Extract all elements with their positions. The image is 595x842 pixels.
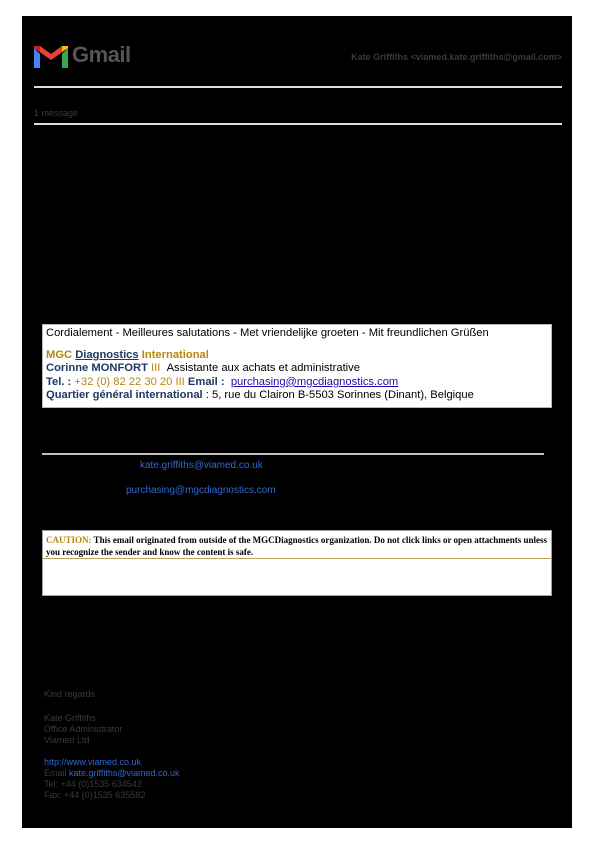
footer-email-line bbox=[44, 768, 180, 779]
company-part-mgc: MGC bbox=[46, 348, 73, 361]
footer-title: Office Administrator bbox=[44, 724, 123, 734]
contact-line bbox=[46, 376, 548, 390]
caution-label: CAUTION: bbox=[46, 535, 92, 545]
tel-label: Tel. : bbox=[46, 375, 72, 388]
signature-name-line bbox=[46, 362, 548, 376]
subject-divider bbox=[34, 123, 562, 125]
signature-block bbox=[42, 324, 552, 408]
footer-fax: Fax: +44 (0)1535 635582 bbox=[44, 790, 146, 800]
contact-name: Corinne MONFORT bbox=[46, 362, 148, 375]
contact-role: Assistante aux achats et administrative bbox=[166, 362, 360, 375]
email-page bbox=[22, 16, 572, 828]
footer-email-link[interactable]: kate.griffiths@viamed.co.uk bbox=[69, 768, 180, 778]
tel-value: +32 (0) 82 22 30 20 bbox=[74, 375, 173, 388]
caution-message bbox=[43, 531, 551, 559]
caution-text: This email originated from outside of the MGCDiagnostics organization. Do not click links or open attachments unless you recognize the sender and know the content is safe. bbox=[46, 535, 548, 557]
footer-email-label: Email bbox=[44, 768, 67, 778]
footer-website-link[interactable]: http://www.viamed.co.uk bbox=[44, 757, 142, 767]
name-separator: III bbox=[151, 362, 161, 375]
footer-regards: Kind regards bbox=[44, 689, 96, 699]
to-email-link[interactable]: purchasing@mgcdiagnostics.com bbox=[126, 485, 276, 496]
email-label: Email : bbox=[187, 375, 225, 388]
signature-greeting: Cordialement - Meilleures salutations - Met vriendelijke groeten - Mit freundlichen Grüßen bbox=[46, 327, 489, 339]
company-part-diagnostics: Diagnostics bbox=[75, 348, 139, 361]
hq-address: : 5, rue du Clairon B-5503 Sorinnes (Dinant), Belgique bbox=[205, 389, 474, 402]
company-name bbox=[46, 349, 548, 363]
company-part-international: International bbox=[141, 348, 209, 361]
signature-email-link[interactable]: purchasing@mgcdiagnostics.com bbox=[230, 375, 399, 388]
footer-company: Viamed Ltd bbox=[44, 735, 90, 745]
hq-line bbox=[46, 389, 548, 403]
gmail-logo-text: Gmail bbox=[72, 42, 131, 67]
from-email-link[interactable]: kate.griffiths@viamed.co.uk bbox=[140, 460, 263, 471]
gmail-logo-icon bbox=[32, 44, 70, 70]
footer-name: Kate Griffiths bbox=[44, 713, 96, 723]
hq-label: Quartier général international bbox=[46, 389, 203, 402]
message-count: 1 message bbox=[34, 108, 79, 118]
quote-divider bbox=[42, 453, 544, 455]
sender-address: Kate Griffiths <viamed.kate.griffiths@gmail.com> bbox=[351, 52, 562, 62]
footer-tel: Tel: +44 (0)1535 634542 bbox=[44, 779, 142, 789]
tel-separator: III bbox=[175, 375, 185, 388]
caution-banner bbox=[42, 530, 552, 596]
header-divider bbox=[34, 86, 562, 88]
